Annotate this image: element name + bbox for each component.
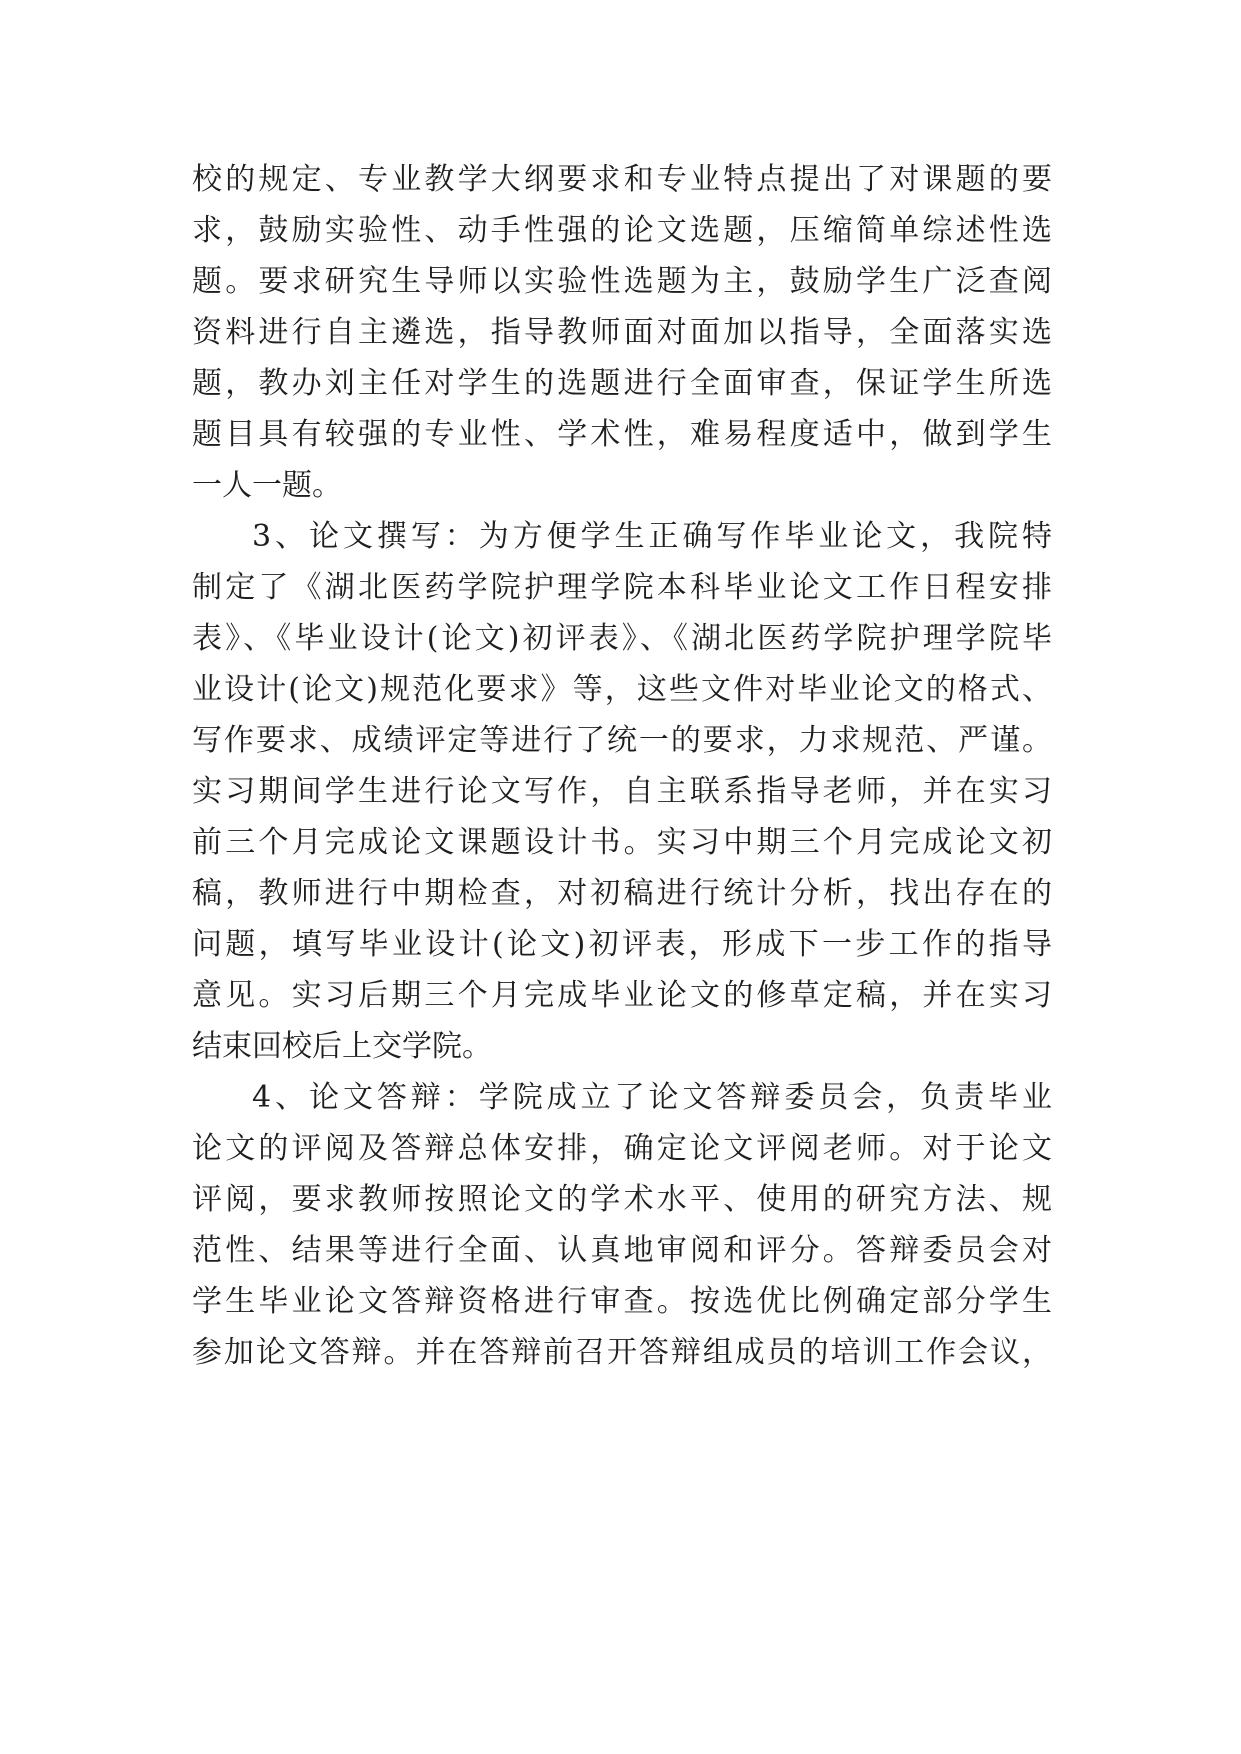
section-4-heading-line: 4、论文答辩：学院成立了论文答辩委员会，负责毕业 (252, 1080, 1052, 1115)
text-line: 实习期间学生进行论文写作，自主联系指导老师，并在实习 (192, 774, 1052, 809)
text-line: 题。要求研究生导师以实验性选题为主，鼓励学生广泛查阅 (192, 264, 1052, 299)
text-line: 求，鼓励实验性、动手性强的论文选题，压缩简单综述性选 (192, 213, 1052, 248)
text-line: 稿，教师进行中期检查，对初稿进行统计分析，找出存在的 (192, 876, 1052, 911)
text-line: 范性、结果等进行全面、认真地审阅和评分。答辩委员会对 (192, 1233, 1052, 1268)
text-line: 前三个月完成论文课题设计书。实习中期三个月完成论文初 (192, 825, 1052, 860)
text-line: 业设计(论文)规范化要求》等，这些文件对毕业论文的格式、 (192, 672, 1052, 707)
text-line: 意见。实习后期三个月完成毕业论文的修草定稿，并在实习 (192, 978, 1052, 1013)
text-line: 问题，填写毕业设计(论文)初评表，形成下一步工作的指导 (192, 927, 1052, 962)
text-line: 论文的评阅及答辩总体安排，确定论文评阅老师。对于论文 (192, 1131, 1052, 1166)
text-line: 题，教办刘主任对学生的选题进行全面审查，保证学生所选 (192, 366, 1052, 401)
text-line: 校的规定、专业教学大纲要求和专业特点提出了对课题的要 (192, 162, 1052, 197)
text-line: 表》、《毕业设计(论文)初评表》、《湖北医药学院护理学院毕 (192, 621, 1052, 656)
text-line: 评阅，要求教师按照论文的学术水平、使用的研究方法、规 (192, 1182, 1052, 1217)
text-line: 学生毕业论文答辩资格进行审查。按选优比例确定部分学生 (192, 1284, 1052, 1319)
text-line: 写作要求、成绩评定等进行了统一的要求，力求规范、严谨。 (192, 723, 1052, 758)
text-line: 参加论文答辩。并在答辩前召开答辩组成员的培训工作会议， (192, 1335, 1052, 1370)
body-text (192, 154, 1052, 1378)
text-line: 题目具有较强的专业性、学术性，难易程度适中，做到学生 (192, 417, 1052, 452)
text-line: 制定了《湖北医药学院护理学院本科毕业论文工作日程安排 (192, 570, 1052, 605)
section-3-heading-line: 3、论文撰写：为方便学生正确写作毕业论文，我院特 (252, 519, 1052, 554)
text-line: 结束回校后上交学院。 (192, 1029, 492, 1064)
text-line: 一人一题。 (192, 468, 342, 503)
text-line: 资料进行自主遴选，指导教师面对面加以指导，全面落实选 (192, 315, 1052, 350)
